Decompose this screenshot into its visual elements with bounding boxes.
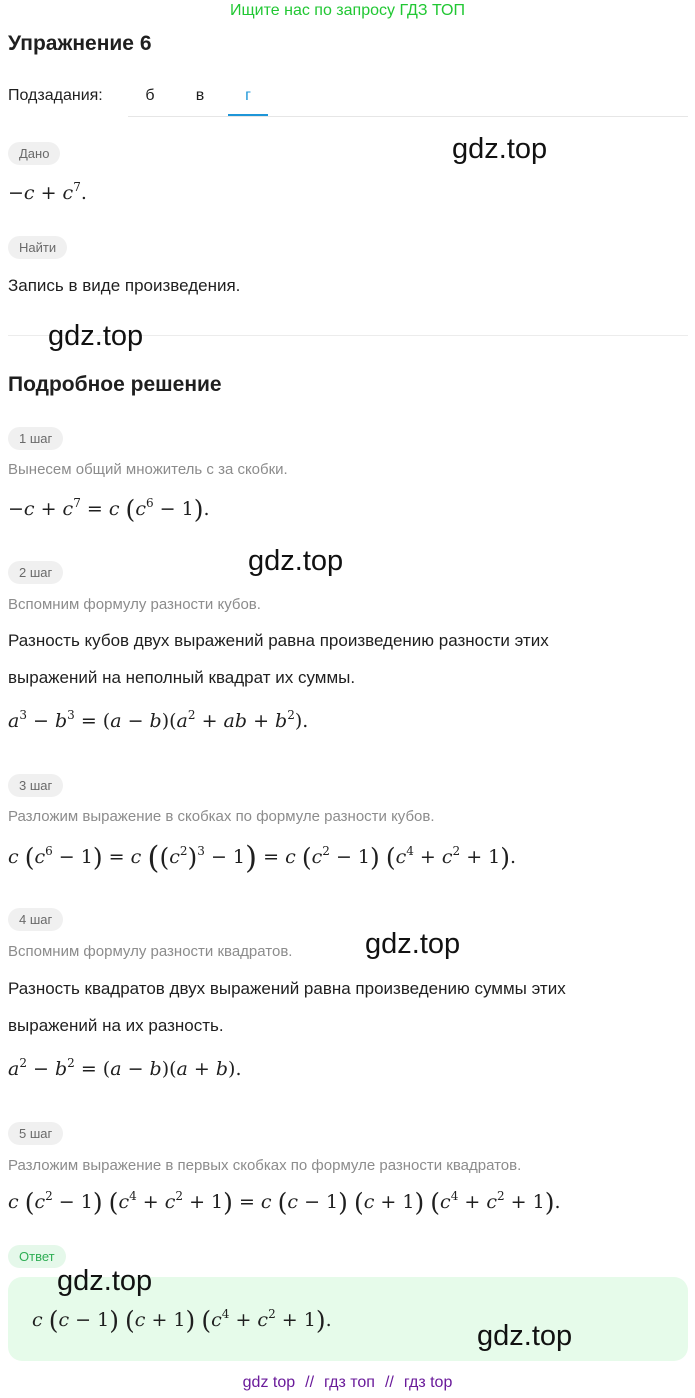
watermark: gdz.top [365, 928, 461, 960]
tab-b[interactable]: б [145, 87, 155, 104]
watermark: gdz.top [452, 133, 548, 165]
find-text: Запись в виде произведения. [8, 276, 241, 295]
footer [0, 1374, 695, 1392]
step-2-chip: 2 шаг [8, 561, 63, 584]
step-5-note: Разложим выражение в первых скобках по формуле разности квадратов. [8, 1157, 522, 1174]
given-chip: Дано [8, 142, 60, 165]
step-1-formula: $-c + c^7 = c$ $(c^6 - 1)$. [8, 495, 210, 524]
watermark: gdz.top [477, 1320, 573, 1352]
step-4-formula: $a^2 - b^2 = (a - b)(a + b)$. [8, 1056, 242, 1080]
watermark: gdz.top [48, 320, 144, 352]
page-title: Упражнение 6 [8, 32, 152, 55]
given-formula: $-c + c^7$. [8, 180, 87, 204]
watermark: gdz.top [248, 545, 344, 577]
step-4-text-line2: выражений на их разность. [8, 1016, 224, 1035]
search-hint-banner: Ищите нас по запросу ГДЗ ТОП [230, 2, 465, 19]
tab-g[interactable]: г [228, 80, 268, 116]
step-2-text-line1: Разность кубов двух выражений равна произведению разности этих [8, 631, 549, 650]
footer-link-gdz-top-mixed[interactable]: гдз top [403, 1374, 453, 1391]
step-2-note: Вспомним формулу разности кубов. [8, 596, 261, 613]
step-1-chip: 1 шаг [8, 427, 63, 450]
answer-formula: c (c − 1) (c + 1) $(c^4 + c^2 + 1)$. [32, 1306, 332, 1335]
find-chip: Найти [8, 236, 67, 259]
step-2-formula: $a^3 - b^3 = (a - b)(a^2$ + ab + $b^2$). [8, 708, 309, 732]
footer-link-gdz-top-ru[interactable]: гдз топ [324, 1374, 375, 1391]
step-3-chip: 3 шаг [8, 774, 63, 797]
step-5-chip: 5 шаг [8, 1122, 63, 1145]
step-5-formula: c $(c^2 - 1) (c^4 + c^2 + 1) = c$ (c − 1) (c + 1) $(c^4 + c^2 + 1)$. [8, 1188, 561, 1217]
answer-chip: Ответ [8, 1245, 66, 1268]
watermark: gdz.top [57, 1265, 153, 1297]
footer-link-gdz-top[interactable]: gdz top [242, 1374, 296, 1391]
subtasks-tabs [128, 80, 688, 117]
step-3-note: Разложим выражение в скобках по формуле разности кубов. [8, 808, 435, 825]
step-4-chip: 4 шаг [8, 908, 63, 931]
step-4-note: Вспомним формулу разности квадратов. [8, 943, 293, 960]
footer-separator: // [305, 1374, 315, 1391]
footer-separator: // [384, 1374, 394, 1391]
subtasks-label: Подзадания: [8, 87, 103, 104]
step-2-text-line2: выражений на неполный квадрат их суммы. [8, 668, 356, 687]
step-3-formula: c $(c^6 - 1) = c$ $((c^2)^3 - 1) = c$ $(c^2 - 1) (c^4 + c^2 + 1)$. [8, 840, 517, 876]
step-1-note: Вынесем общий множитель c за скобки. [8, 461, 288, 478]
step-4-text-line1: Разность квадратов двух выражений равна произведению суммы этих [8, 979, 566, 998]
tab-v[interactable]: в [195, 87, 205, 104]
solution-title: Подробное решение [8, 373, 222, 396]
